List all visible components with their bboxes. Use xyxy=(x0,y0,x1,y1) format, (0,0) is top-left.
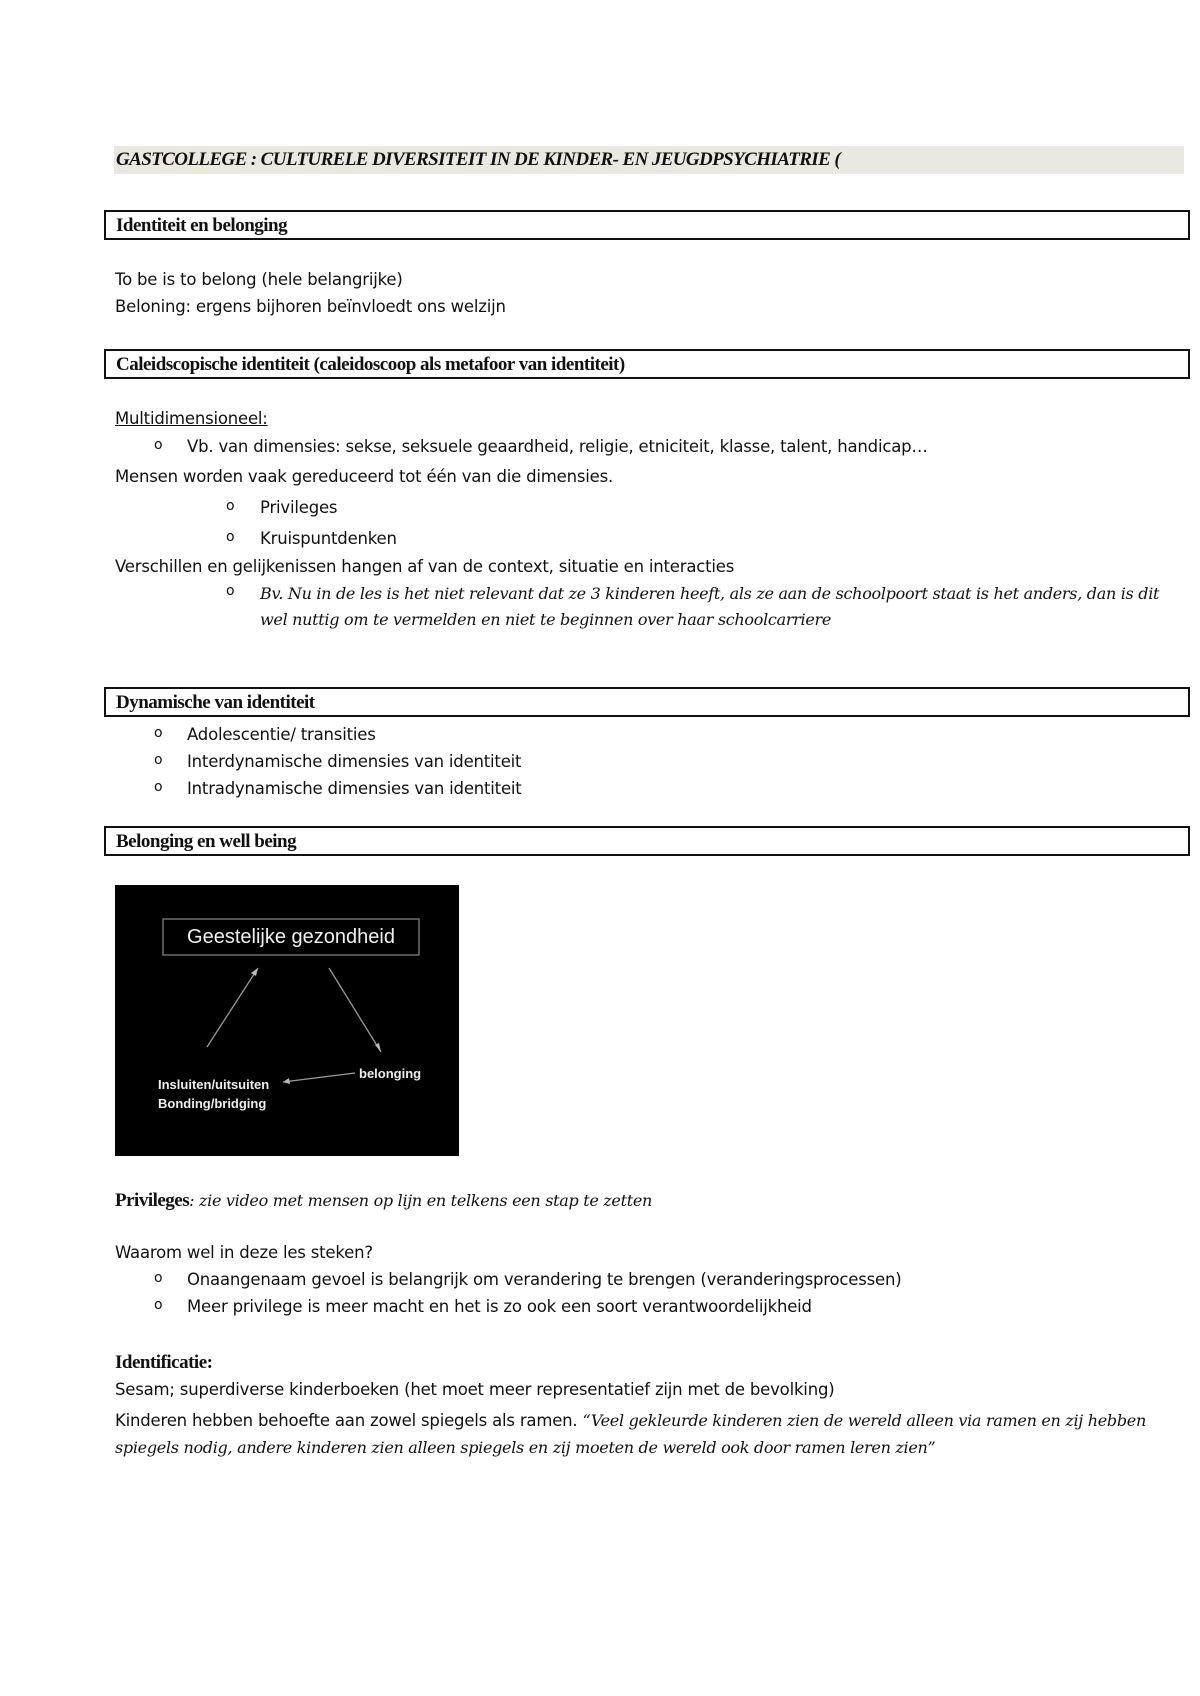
list-item-text: Kruispuntdenken xyxy=(260,529,397,548)
section-header-identiteit: Identiteit en belonging xyxy=(104,210,1190,240)
list-item-text: Privileges xyxy=(260,498,338,517)
arrow-head xyxy=(251,968,258,976)
list-item-text: Intradynamische dimensies van identiteit xyxy=(187,779,522,798)
bullet-marker: o xyxy=(226,583,235,599)
list-item-text: Onaangenaam gevoel is belangrijk om verandering te brengen (veranderingsprocessen) xyxy=(187,1270,902,1289)
list-item-text: Interdynamische dimensies van identiteit xyxy=(187,752,522,771)
diagram-box-label: Geestelijke gezondheid xyxy=(187,926,395,948)
bullet-marker: o xyxy=(154,437,163,453)
bullet-marker: o xyxy=(154,1270,163,1286)
section-header-belonging: Belonging en well being xyxy=(104,826,1190,856)
bullet-marker: o xyxy=(154,779,163,795)
diagram-arrow xyxy=(283,1073,355,1082)
belonging-diagram xyxy=(115,885,459,1156)
example-text: Bv. Nu in de les is het niet relevant dat ze 3 kinderen heeft, als ze aan de schoolpoort staat is het anders, dan is dit wel nuttig om te vermelden en niet te beginnen over haar schoolcarriere xyxy=(260,584,1160,629)
diagram-label-insluiten: Insluiten/uitsuiten xyxy=(158,1077,270,1092)
section-header-dynamisch: Dynamische van identiteit xyxy=(104,687,1190,717)
list-item-text: Vb. van dimensies: sekse, seksuele geaardheid, religie, etniciteit, klasse, talent, handicap… xyxy=(187,437,928,456)
bullet-marker: o xyxy=(154,752,163,768)
diagram-arrow xyxy=(329,968,381,1052)
arrow-head xyxy=(283,1078,290,1084)
text-line: Mensen worden vaak gereduceerd tot één van die dimensies. xyxy=(115,467,614,486)
privileges-label: Privileges xyxy=(115,1190,190,1211)
privileges-line xyxy=(115,1190,652,1212)
quote-text: “Veel gekleurde kinderen zien de wereld alleen via ramen en zij hebben spiegels nodig, andere kinderen zien alleen spiegels en zij moeten de wereld ook door ramen leren zien” xyxy=(115,1411,1146,1457)
bullet-marker: o xyxy=(154,725,163,741)
diagram-label-bonding: Bonding/bridging xyxy=(158,1096,267,1111)
bullet-marker: o xyxy=(226,529,235,545)
diagram-arrow xyxy=(207,968,258,1047)
diagram-label-belonging: belonging xyxy=(359,1066,422,1081)
bullet-marker: o xyxy=(154,1297,163,1313)
identificatie-label: Identificatie: xyxy=(115,1352,213,1373)
privileges-text: : zie video met mensen op lijn en telkens een stap te zetten xyxy=(189,1191,653,1210)
multidimensioneel-label: Multidimensioneel: xyxy=(115,409,268,428)
quote-intro: Kinderen hebben behoefte aan zowel spiegels als ramen. xyxy=(115,1411,583,1430)
text-line: Sesam; superdiverse kinderboeken (het moet meer representatief zijn met de bevolking) xyxy=(115,1380,835,1399)
section-header-caleidoscopisch: Caleidscopische identiteit (caleidoscoop als metafoor van identiteit) xyxy=(104,349,1190,379)
document-title: GASTCOLLEGE : CULTURELE DIVERSITEIT IN DE KINDER- EN JEUGDPSYCHIATRIE ( xyxy=(114,146,1184,174)
text-line: Beloning: ergens bijhoren beïnvloedt ons welzijn xyxy=(115,297,506,316)
quote-paragraph xyxy=(115,1407,1185,1461)
question-line: Waarom wel in deze les steken? xyxy=(115,1243,373,1262)
bullet-marker: o xyxy=(226,498,235,514)
list-item-text: Adolescentie/ transities xyxy=(187,725,376,744)
list-item-text: Meer privilege is meer macht en het is zo ook een soort verantwoordelijkheid xyxy=(187,1297,812,1316)
text-line: To be is to belong (hele belangrijke) xyxy=(115,270,403,289)
text-line: Verschillen en gelijkenissen hangen af van de context, situatie en interacties xyxy=(115,557,735,576)
